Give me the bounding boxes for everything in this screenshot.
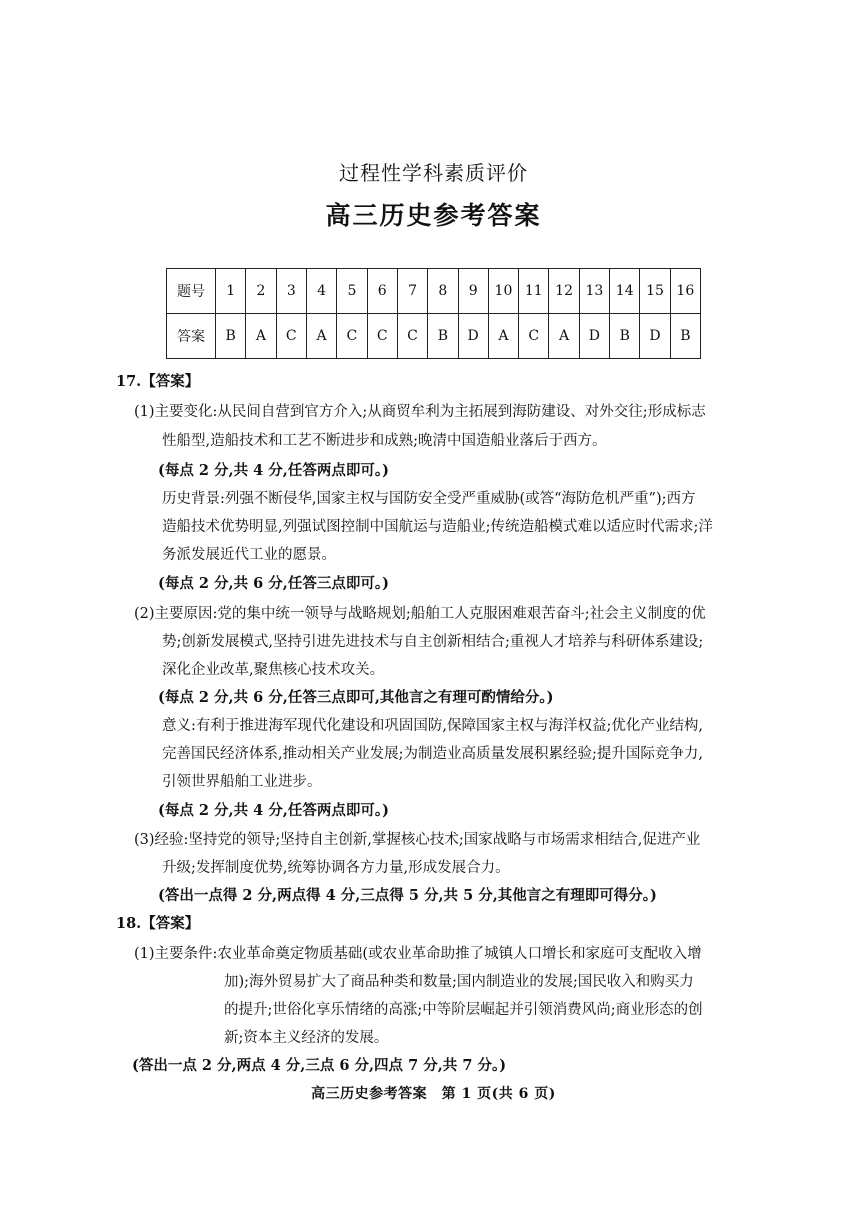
answer-cell: C [519, 314, 549, 359]
question-number: 7 [397, 269, 427, 314]
q17-line: 造船技术优势明显,列强试图控制中国航运与造船业;传统造船模式难以适应时代需求;洋 [162, 519, 713, 535]
document-subtitle: 过程性学科素质评价 [339, 161, 528, 185]
question-number: 12 [549, 269, 579, 314]
q18-line: 加);海外贸易扩大了商品种类和数量;国内制造业的发展;国民收入和购买力 [224, 974, 694, 990]
q17-scoring-note: (答出一点得 2 分,两点得 4 分,三点得 5 分,共 5 分,其他言之有理即可得分。) [158, 887, 657, 904]
q18-line: (1)主要条件:农业革命奠定物质基础(或农业革命助推了城镇人口增长和家庭可支配收入增 [134, 946, 702, 962]
q17-scoring-note: (每点 2 分,共 6 分,任答三点即可。) [158, 575, 389, 592]
question-number: 11 [519, 269, 549, 314]
q17-line: 历史背景:列强不断侵华,国家主权与国防安全受严重威胁(或答“海防危机严重”);西方 [162, 491, 696, 507]
q17-scoring-note: (每点 2 分,共 4 分,任答两点即可。) [158, 802, 389, 819]
q17-heading: 17.【答案】 [116, 373, 200, 390]
q17-line: (2)主要原因:党的集中统一领导与战略规划;船舶工人克服困难艰苦奋斗;社会主义制度的优 [134, 606, 706, 622]
question-number: 8 [428, 269, 458, 314]
q18-line: 新;资本主义经济的发展。 [224, 1030, 389, 1046]
question-number: 13 [579, 269, 609, 314]
document-title: 高三历史参考答案 [325, 201, 542, 230]
answer-cell: D [579, 314, 609, 359]
answer-cell: B [216, 314, 246, 359]
q17-line: 深化企业改革,聚焦核心技术攻关。 [162, 662, 385, 678]
answer-cell: A [488, 314, 518, 359]
question-number: 14 [610, 269, 640, 314]
q18-scoring-note: (答出一点 2 分,两点 4 分,三点 6 分,四点 7 分,共 7 分。) [132, 1057, 507, 1074]
answer-table-row-label: 题号 [167, 269, 216, 314]
answer-cell: B [610, 314, 640, 359]
answer-cell: D [458, 314, 488, 359]
q17-scoring-note: (每点 2 分,共 4 分,任答两点即可。) [158, 462, 389, 479]
question-number: 1 [216, 269, 246, 314]
answer-table-number-row [167, 269, 701, 314]
answer-cell: C [367, 314, 397, 359]
q17-line: 务派发展近代工业的愿景。 [162, 547, 336, 563]
question-number: 10 [488, 269, 518, 314]
q18-line: 的提升;世俗化享乐情绪的高涨;中等阶层崛起并引领消费风尚;商业形态的创 [224, 1002, 703, 1018]
answer-cell: C [276, 314, 306, 359]
answer-cell: A [246, 314, 276, 359]
q17-line: 意义:有利于推进海军现代化建设和巩固国防,保障国家主权与海洋权益;优化产业结构, [162, 718, 703, 734]
answer-cell: B [428, 314, 458, 359]
answer-cell: A [549, 314, 579, 359]
q17-line: 完善国民经济体系,推动相关产业发展;为制造业高质量发展积累经验;提升国际竞争力, [162, 746, 703, 762]
question-number: 2 [246, 269, 276, 314]
page-footer: 高三历史参考答案 第 1 页(共 6 页) [311, 1086, 556, 1102]
q17-line: 引领世界船舶工业进步。 [162, 774, 322, 790]
question-number: 3 [276, 269, 306, 314]
question-number: 4 [306, 269, 336, 314]
answer-cell: B [670, 314, 700, 359]
question-number: 16 [670, 269, 700, 314]
answer-cell: C [397, 314, 427, 359]
answer-table-answer-row [167, 314, 701, 359]
question-number: 6 [367, 269, 397, 314]
answer-table-row-label: 答案 [167, 314, 216, 359]
q17-line: (1)主要变化:从民间自营到官方介入;从商贸牟利为主拓展到海防建设、对外交往;形成标志 [134, 404, 706, 420]
q17-line: 势;创新发展模式,坚持引进先进技术与自主创新相结合;重视人才培养与科研体系建设; [162, 634, 704, 650]
q18-heading: 18.【答案】 [116, 915, 200, 932]
answer-cell: A [306, 314, 336, 359]
q17-line: 升级;发挥制度优势,统筹协调各方力量,形成发展合力。 [162, 860, 510, 876]
question-number: 9 [458, 269, 488, 314]
question-number: 15 [640, 269, 670, 314]
q17-scoring-note: (每点 2 分,共 6 分,任答三点即可,其他言之有理可酌情给分。) [158, 689, 554, 706]
answer-cell: D [640, 314, 670, 359]
question-number: 5 [337, 269, 367, 314]
answer-cell: C [337, 314, 367, 359]
q17-line: (3)经验:坚持党的领导;坚持自主创新,掌握核心技术;国家战略与市场需求相结合,促进产业 [134, 832, 701, 848]
answer-table [166, 268, 701, 359]
q17-line: 性船型,造船技术和工艺不断进步和成熟;晚清中国造船业落后于西方。 [162, 433, 607, 449]
